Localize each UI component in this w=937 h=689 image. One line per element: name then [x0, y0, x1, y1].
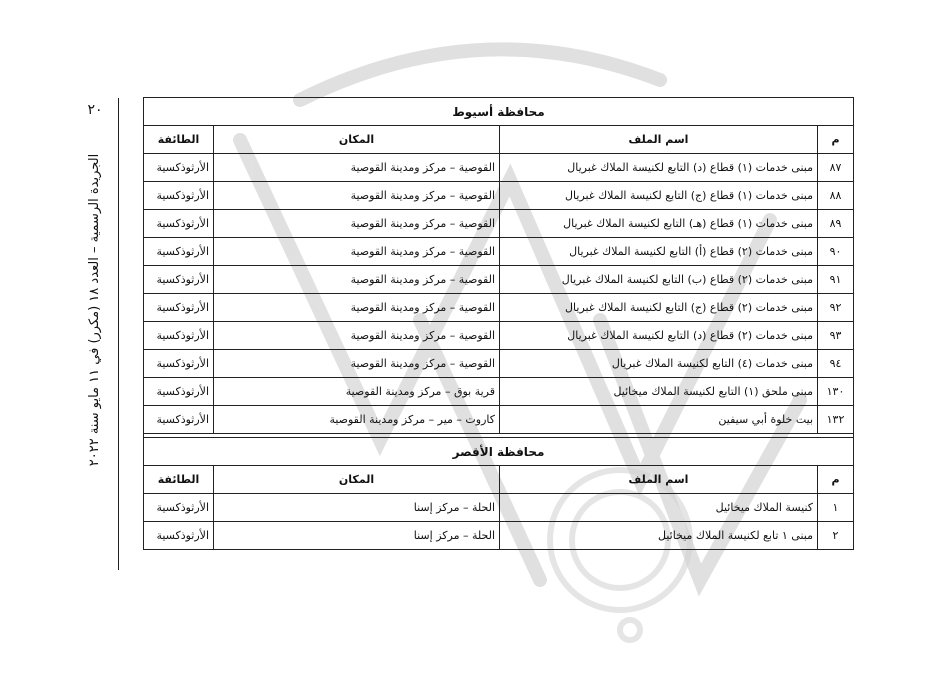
header-sect: الطائفة	[144, 126, 214, 154]
row-sect: الأرثوذكسية	[144, 266, 214, 294]
row-place: القوصية – مركز ومدينة القوصية	[214, 210, 500, 238]
row-place: الحلة – مركز إسنا	[214, 494, 500, 522]
side-divider	[118, 98, 119, 570]
section-title-row	[144, 438, 854, 466]
table-row	[144, 294, 854, 322]
table-row	[144, 494, 854, 522]
table-header-row	[144, 466, 854, 494]
registry-table	[143, 97, 854, 550]
row-num: ١	[818, 494, 854, 522]
row-name: مبنى خدمات (٢) قطاع (د) التابع لكنيسة الملاك غبريال	[500, 322, 818, 350]
section-title: محافظة أسيوط	[144, 98, 854, 126]
row-num: ٨٨	[818, 182, 854, 210]
row-place: قرية بوق – مركز ومدينة القوصية	[214, 378, 500, 406]
row-name: مبنى ملحق (١) التابع لكنيسة الملاك ميخائيل	[500, 378, 818, 406]
gazette-side-header: الجريدة الرسمية – العدد ١٨ (مكرر) في ١١ مايو سنة ٢٠٢٢	[87, 153, 102, 467]
row-name: مبنى خدمات (٢) قطاع (أ) التابع لكنيسة الملاك غبريال	[500, 238, 818, 266]
table-row	[144, 210, 854, 238]
header-name: اسم الملف	[500, 126, 818, 154]
table-row	[144, 378, 854, 406]
row-sect: الأرثوذكسية	[144, 238, 214, 266]
table-row	[144, 266, 854, 294]
header-num: م	[818, 466, 854, 494]
row-place: القوصية – مركز ومدينة القوصية	[214, 238, 500, 266]
header-name: اسم الملف	[500, 466, 818, 494]
header-place: المكان	[214, 466, 500, 494]
row-sect: الأرثوذكسية	[144, 294, 214, 322]
header-place: المكان	[214, 126, 500, 154]
table-row	[144, 182, 854, 210]
row-num: ٩٤	[818, 350, 854, 378]
row-name: مبنى خدمات (١) قطاع (د) التابع لكنيسة الملاك غبريال	[500, 154, 818, 182]
row-sect: الأرثوذكسية	[144, 350, 214, 378]
row-num: ١٣٠	[818, 378, 854, 406]
section-title: محافظة الأقصر	[144, 438, 854, 466]
table-header-row	[144, 126, 854, 154]
row-sect: الأرثوذكسية	[144, 322, 214, 350]
row-sect: الأرثوذكسية	[144, 182, 214, 210]
row-place: القوصية – مركز ومدينة القوصية	[214, 294, 500, 322]
row-sect: الأرثوذكسية	[144, 522, 214, 550]
table-row	[144, 238, 854, 266]
row-place: القوصية – مركز ومدينة القوصية	[214, 182, 500, 210]
table-row	[144, 350, 854, 378]
row-name: مبنى خدمات (٤) التابع لكنيسة الملاك غبريال	[500, 350, 818, 378]
table-row	[144, 154, 854, 182]
row-name: مبنى ١ تابع لكنيسة الملاك ميخائيل	[500, 522, 818, 550]
row-place: كاروت – مير – مركز ومدينة القوصية	[214, 406, 500, 434]
table-row	[144, 406, 854, 434]
row-sect: الأرثوذكسية	[144, 210, 214, 238]
section-title-row	[144, 98, 854, 126]
page-number: ٢٠	[87, 102, 103, 118]
table-row	[144, 522, 854, 550]
row-num: ١٣٢	[818, 406, 854, 434]
row-num: ٩١	[818, 266, 854, 294]
row-sect: الأرثوذكسية	[144, 154, 214, 182]
row-name: كنيسة الملاك ميخائيل	[500, 494, 818, 522]
row-num: ٩٢	[818, 294, 854, 322]
row-num: ٨٩	[818, 210, 854, 238]
row-name: مبنى خدمات (١) قطاع (هـ) التابع لكنيسة الملاك غبريال	[500, 210, 818, 238]
row-sect: الأرثوذكسية	[144, 494, 214, 522]
row-num: ٩٠	[818, 238, 854, 266]
row-num: ٩٣	[818, 322, 854, 350]
row-place: القوصية – مركز ومدينة القوصية	[214, 350, 500, 378]
row-num: ٨٧	[818, 154, 854, 182]
row-name: مبنى خدمات (١) قطاع (ج) التابع لكنيسة الملاك غبريال	[500, 182, 818, 210]
row-name: بيت خلوة أبي سيفين	[500, 406, 818, 434]
row-sect: الأرثوذكسية	[144, 378, 214, 406]
row-num: ٢	[818, 522, 854, 550]
header-sect: الطائفة	[144, 466, 214, 494]
row-place: القوصية – مركز ومدينة القوصية	[214, 322, 500, 350]
row-place: الحلة – مركز إسنا	[214, 522, 500, 550]
row-place: القوصية – مركز ومدينة القوصية	[214, 266, 500, 294]
header-num: م	[818, 126, 854, 154]
row-place: القوصية – مركز ومدينة القوصية	[214, 154, 500, 182]
row-sect: الأرثوذكسية	[144, 406, 214, 434]
row-name: مبنى خدمات (٢) قطاع (ج) التابع لكنيسة الملاك غبريال	[500, 294, 818, 322]
table-row	[144, 322, 854, 350]
row-name: مبنى خدمات (٢) قطاع (ب) التابع لكنيسة الملاك غبريال	[500, 266, 818, 294]
